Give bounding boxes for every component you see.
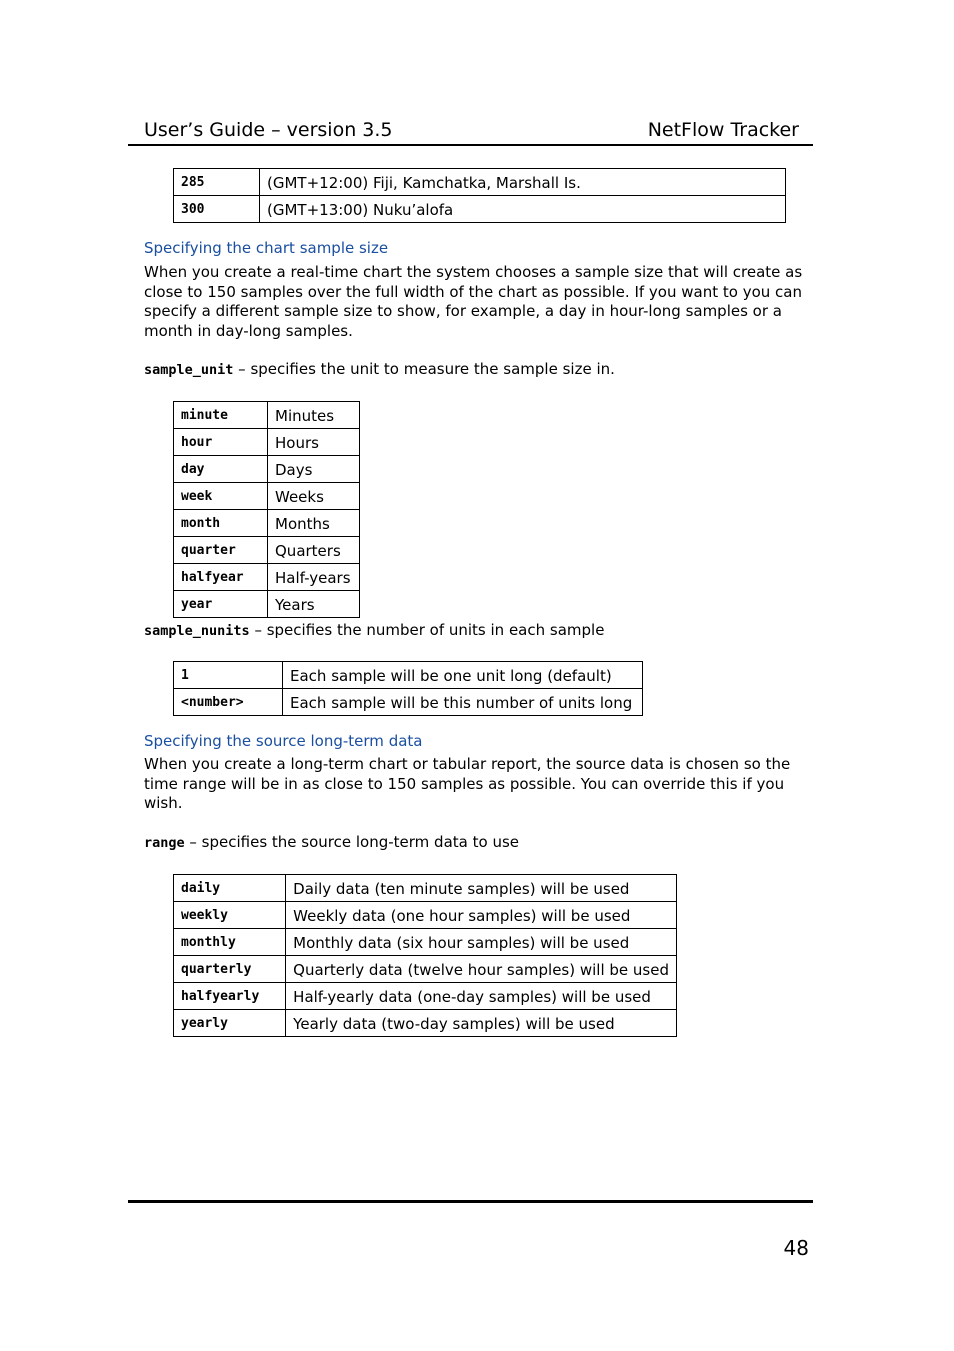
table-row xyxy=(174,510,360,537)
nunits-code: <number> xyxy=(174,689,283,716)
nunits-description: Each sample will be one unit long (default) xyxy=(283,662,643,689)
unit-description: Months xyxy=(268,510,360,537)
unit-description: Days xyxy=(268,456,360,483)
table-row xyxy=(174,456,360,483)
table-row xyxy=(174,483,360,510)
sample-unit-table xyxy=(173,401,360,618)
range-table xyxy=(173,874,677,1037)
range-description: Quarterly data (twelve hour samples) will be used xyxy=(286,956,677,983)
table-row xyxy=(174,402,360,429)
timezone-table xyxy=(173,168,786,223)
range-line xyxy=(144,833,519,851)
unit-description: Hours xyxy=(268,429,360,456)
range-code: monthly xyxy=(174,929,286,956)
table-row xyxy=(174,1010,677,1037)
table-row xyxy=(174,537,360,564)
table-row xyxy=(174,902,677,929)
param-description: – specifies the unit to measure the sample size in. xyxy=(233,360,615,378)
range-code: weekly xyxy=(174,902,286,929)
unit-code: week xyxy=(174,483,268,510)
table-row xyxy=(174,875,677,902)
table-row xyxy=(174,169,786,196)
timezone-code: 285 xyxy=(174,169,260,196)
table-row xyxy=(174,689,643,716)
product-name: NetFlow Tracker xyxy=(647,119,799,141)
unit-description: Minutes xyxy=(268,402,360,429)
nunits-code: 1 xyxy=(174,662,283,689)
table-row xyxy=(174,929,677,956)
param-description: – specifies the number of units in each sample xyxy=(249,621,605,639)
unit-description: Quarters xyxy=(268,537,360,564)
param-name: range xyxy=(144,835,185,851)
table-row xyxy=(174,429,360,456)
range-description: Yearly data (two-day samples) will be used xyxy=(286,1010,677,1037)
page-number: 48 xyxy=(783,1236,809,1260)
range-code: halfyearly xyxy=(174,983,286,1010)
param-name: sample_unit xyxy=(144,362,234,378)
header-divider xyxy=(128,144,813,146)
table-row xyxy=(174,196,786,223)
range-code: daily xyxy=(174,875,286,902)
section-heading-long-term: Specifying the source long-term data xyxy=(144,732,423,750)
nunits-description: Each sample will be this number of units long xyxy=(283,689,643,716)
range-code: yearly xyxy=(174,1010,286,1037)
param-description: – specifies the source long-term data to use xyxy=(184,833,519,851)
sample-nunits-line xyxy=(144,621,604,639)
unit-code: year xyxy=(174,591,268,618)
unit-code: quarter xyxy=(174,537,268,564)
sample-unit-line xyxy=(144,360,615,378)
footer-divider xyxy=(128,1200,813,1203)
sample-nunits-table xyxy=(173,661,643,716)
long-term-paragraph: When you create a long-term chart or tabular report, the source data is chosen so the time range will be in as close to 150 samples as possible. You can override this if you wish. xyxy=(144,755,791,812)
unit-code: hour xyxy=(174,429,268,456)
range-description: Daily data (ten minute samples) will be used xyxy=(286,875,677,902)
section-heading-sample-size: Specifying the chart sample size xyxy=(144,239,389,257)
table-row xyxy=(174,662,643,689)
range-code: quarterly xyxy=(174,956,286,983)
sample-size-paragraph: When you create a real-time chart the system chooses a sample size that will create as close to 150 samples over the full width of the chart as possible. If you want to you can specify a different sample size to show, for example, a day in hour-long samples or a month in day-long samples. xyxy=(144,263,803,340)
unit-code: day xyxy=(174,456,268,483)
unit-description: Weeks xyxy=(268,483,360,510)
range-description: Half-yearly data (one-day samples) will be used xyxy=(286,983,677,1010)
unit-code: month xyxy=(174,510,268,537)
range-description: Monthly data (six hour samples) will be used xyxy=(286,929,677,956)
table-row xyxy=(174,591,360,618)
param-name: sample_nunits xyxy=(144,623,250,639)
unit-code: minute xyxy=(174,402,268,429)
table-row xyxy=(174,956,677,983)
table-row xyxy=(174,564,360,591)
range-description: Weekly data (one hour samples) will be used xyxy=(286,902,677,929)
unit-description: Half-years xyxy=(268,564,360,591)
document-title: User’s Guide – version 3.5 xyxy=(144,119,393,141)
unit-code: halfyear xyxy=(174,564,268,591)
table-row xyxy=(174,983,677,1010)
timezone-description: (GMT+13:00) Nuku’alofa xyxy=(260,196,786,223)
unit-description: Years xyxy=(268,591,360,618)
timezone-code: 300 xyxy=(174,196,260,223)
timezone-description: (GMT+12:00) Fiji, Kamchatka, Marshall Is. xyxy=(260,169,786,196)
